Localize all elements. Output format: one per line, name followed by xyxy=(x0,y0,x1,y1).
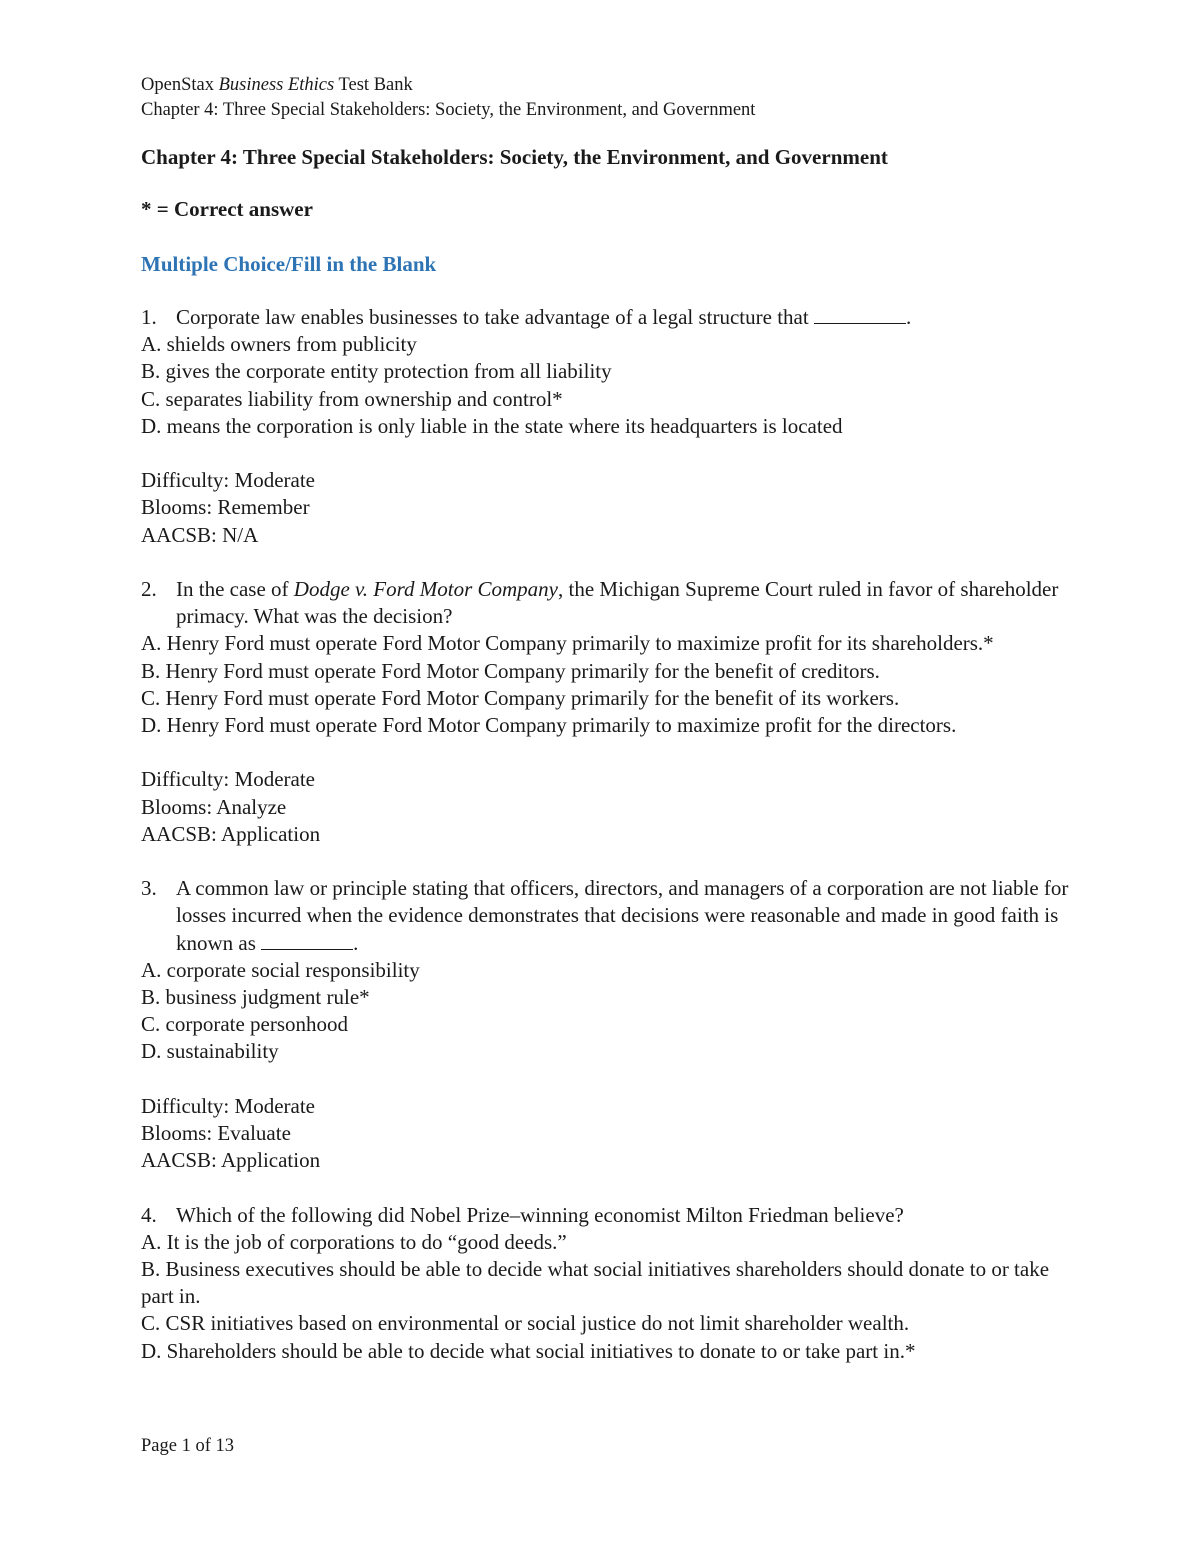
question-stem xyxy=(141,304,1071,331)
chapter-title: Chapter 4: Three Special Stakeholders: Society, the Environment, and Government xyxy=(141,145,888,169)
answer-option-b: B. business judgment rule* xyxy=(141,985,370,1010)
answer-option-d: D. Henry Ford must operate Ford Motor Company primarily to maximize profit for the directors. xyxy=(141,713,957,738)
question-2 xyxy=(141,576,1071,848)
fill-in-blank xyxy=(261,931,353,950)
stem-part: . xyxy=(905,305,912,329)
question-4 xyxy=(141,1202,1071,1365)
answer-key-legend: * = Correct answer xyxy=(141,197,313,221)
question-number: 4. xyxy=(141,1202,157,1227)
stem-part: Corporate law enables businesses to take advantage of a legal structure that xyxy=(176,305,814,329)
question-list xyxy=(141,304,1071,1392)
stem-part: A common law or principle stating that officers, directors, and managers of a corporation are not liable for losses incurred when the evidence demonstrates that decisions were reasonable and made in good faith is known as xyxy=(176,876,1069,955)
header-prefix: OpenStax xyxy=(141,75,219,95)
difficulty: Difficulty: Moderate xyxy=(141,767,315,792)
question-text xyxy=(176,875,1071,957)
blooms-level: Blooms: Remember xyxy=(141,495,310,520)
question-text: Which of the following did Nobel Prize–winning economist Milton Friedman believe? xyxy=(176,1202,904,1227)
question-number: 3. xyxy=(141,876,157,901)
question-stem xyxy=(141,1202,1071,1229)
question-stem xyxy=(141,875,1071,957)
aacsb-tag: AACSB: N/A xyxy=(141,522,259,547)
question-number: 1. xyxy=(141,305,157,329)
answer-option-b: B. Business executives should be able to decide what social initiatives shareholders should donate to or take part in. xyxy=(141,1257,1050,1309)
stem-part: . xyxy=(353,930,359,955)
answer-option-d: D. Shareholders should be able to decide what social initiatives to donate to or take part in.* xyxy=(141,1338,916,1363)
header-suffix: Test Bank xyxy=(334,75,413,95)
case-name: Dodge v. Ford Motor Company xyxy=(293,577,558,601)
answer-option-a: A. It is the job of corporations to do “good deeds.” xyxy=(141,1229,567,1254)
answer-option-b: B. gives the corporate entity protection from all liability xyxy=(141,359,612,384)
answer-option-c: C. CSR initiatives based on environmental or social justice do not limit shareholder wealth. xyxy=(141,1311,910,1336)
answer-option-b: B. Henry Ford must operate Ford Motor Company primarily for the benefit of creditors. xyxy=(141,658,880,683)
stem-part: In the case of xyxy=(176,577,294,601)
question-1 xyxy=(141,304,1071,549)
question-metadata xyxy=(141,467,1071,549)
answer-option-a: A. shields owners from publicity xyxy=(141,332,417,357)
running-header-book xyxy=(141,73,413,97)
answer-option-c: C. separates liability from ownership and control* xyxy=(141,386,563,411)
answer-option-c: C. Henry Ford must operate Ford Motor Company primarily for the benefit of its workers. xyxy=(141,685,900,710)
answer-option-a: A. corporate social responsibility xyxy=(141,957,420,982)
question-3 xyxy=(141,875,1071,1174)
question-metadata xyxy=(141,766,1071,848)
section-heading: Multiple Choice/Fill in the Blank xyxy=(141,252,437,276)
difficulty: Difficulty: Moderate xyxy=(141,468,315,493)
difficulty: Difficulty: Moderate xyxy=(141,1093,315,1118)
question-metadata xyxy=(141,1093,1071,1175)
header-book-title: Business Ethics xyxy=(218,75,335,95)
answer-option-d: D. means the corporation is only liable in the state where its headquarters is located xyxy=(141,413,843,438)
aacsb-tag: AACSB: Application xyxy=(141,821,321,846)
aacsb-tag: AACSB: Application xyxy=(141,1148,321,1173)
question-stem xyxy=(141,576,1071,630)
stem-part: , the Michigan Supreme Court ruled in favor of shareholder primacy. What was the decision? xyxy=(176,577,1059,629)
question-text xyxy=(176,576,1071,630)
answer-option-c: C. corporate personhood xyxy=(141,1012,349,1037)
page-number: Page 1 of 13 xyxy=(141,1436,234,1456)
blooms-level: Blooms: Analyze xyxy=(141,794,287,819)
running-header-chapter: Chapter 4: Three Special Stakeholders: Society, the Environment, and Government xyxy=(141,100,756,120)
answer-option-a: A. Henry Ford must operate Ford Motor Company primarily to maximize profit for its shareholders.* xyxy=(141,631,994,656)
fill-in-blank xyxy=(814,305,906,324)
question-number: 2. xyxy=(141,577,157,601)
question-text xyxy=(176,304,1071,331)
blooms-level: Blooms: Evaluate xyxy=(141,1121,291,1146)
answer-option-d: D. sustainability xyxy=(141,1039,279,1064)
